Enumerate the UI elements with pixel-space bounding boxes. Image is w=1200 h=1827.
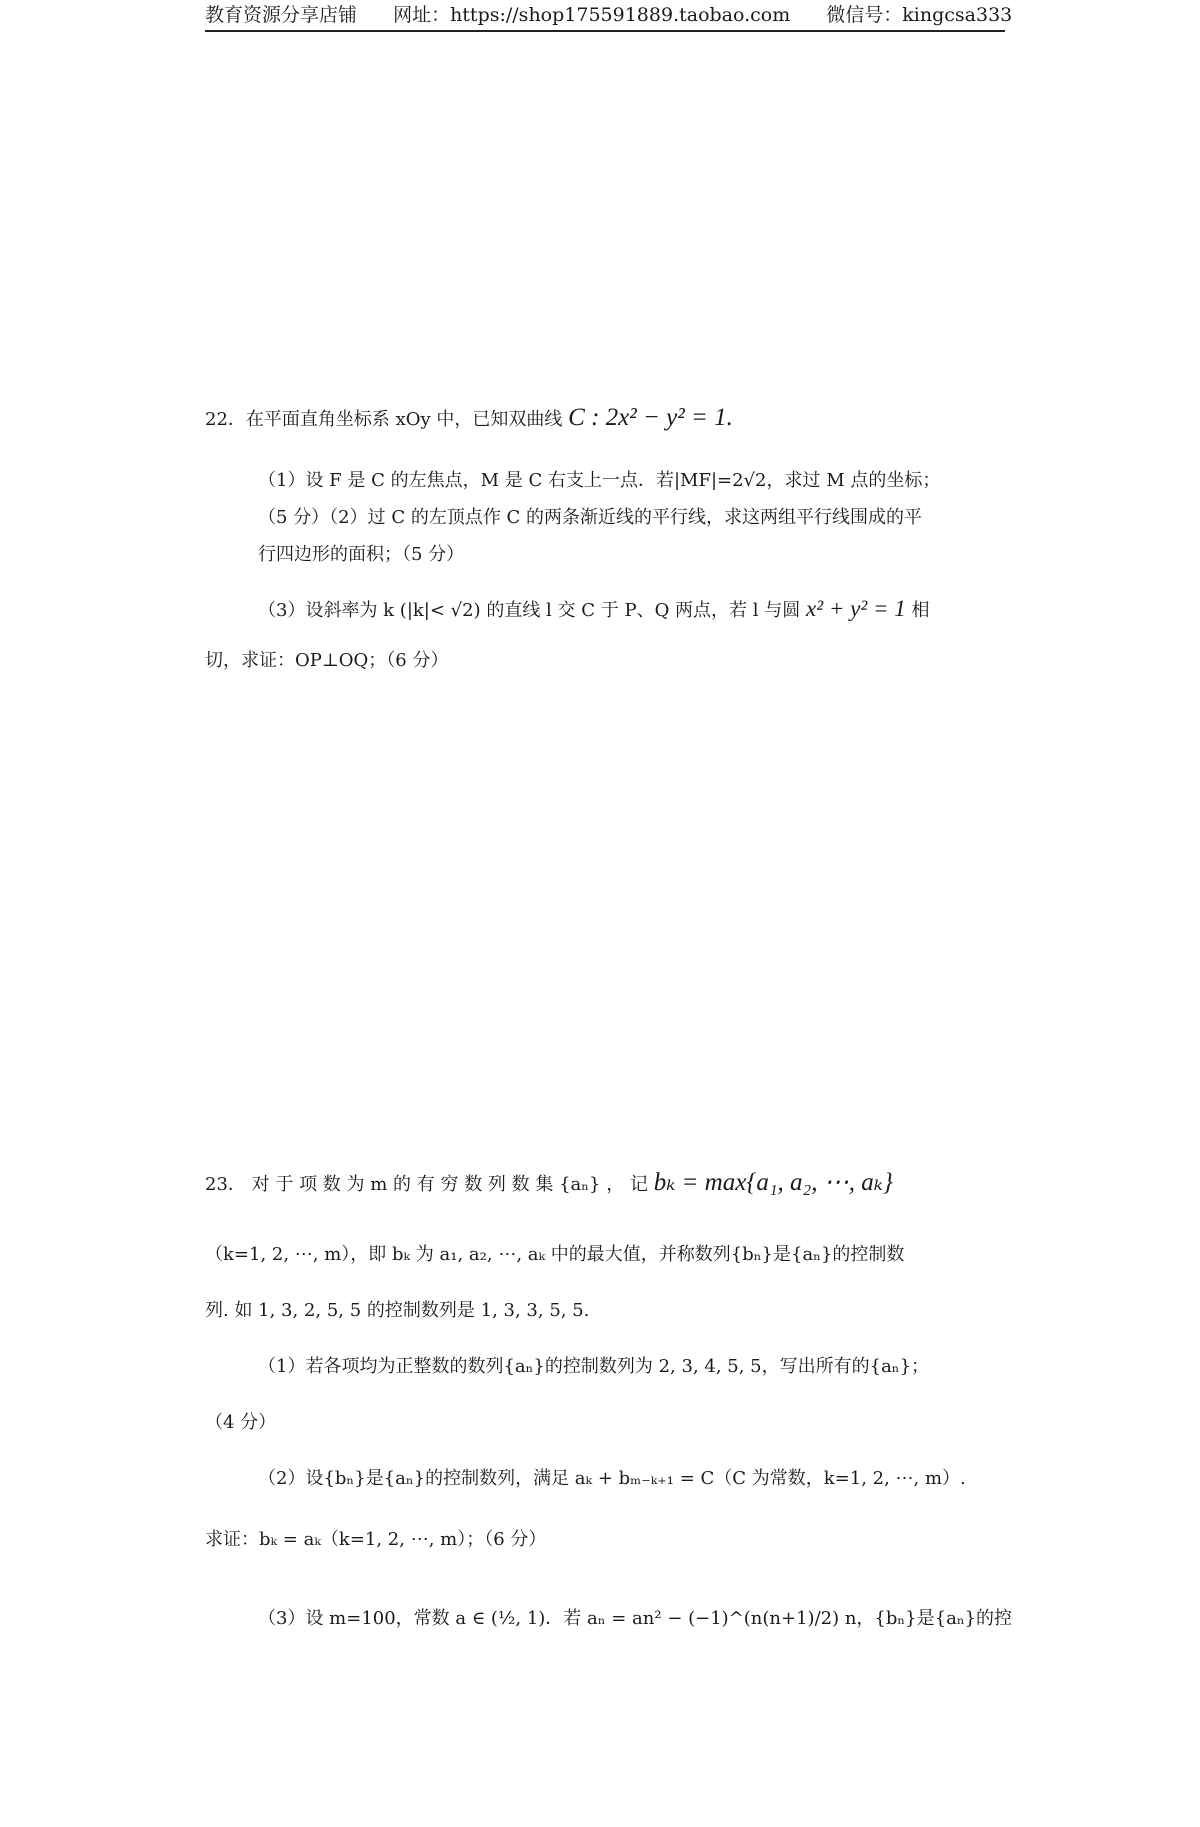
header-divider xyxy=(205,30,1005,32)
control-sequence-formula: bₖ = max{a₁, a₂, ⋯, aₖ} xyxy=(653,1169,893,1196)
problem-23-part2-line2: 求证：bₖ = aₖ（k=1, 2, ⋯, m）；（6 分） xyxy=(205,1529,547,1550)
problem-23-intro-text: 23． 对 于 项 数 为 m 的 有 穷 数 列 数 集 {aₙ} ， 记 xyxy=(205,1174,648,1195)
page-header xyxy=(205,0,1013,30)
shop-name: 教育资源分享店铺 xyxy=(205,4,358,26)
problem-22-part1-line2: （5 分）（2）过 C 的左顶点作 C 的两条渐近线的平行线，求这两组平行线围成的平 xyxy=(258,507,923,528)
problem-23-line2: （k=1, 2, ⋯, m），即 bₖ 为 a₁, a₂, ⋯, aₖ 中的最大值，并称数列{bₙ}是{aₙ}的控制数 xyxy=(205,1244,905,1265)
problem-23-line3: 列. 如 1, 3, 2, 5, 5 的控制数列是 1, 3, 3, 5, 5. xyxy=(205,1300,590,1321)
problem-22-part3-line2: 切，求证：OP⊥OQ；（6 分） xyxy=(205,650,449,671)
problem-22-part3-line1 xyxy=(258,596,929,624)
website-url[interactable]: 网址：https://shop175591889.taobao.com xyxy=(393,4,791,26)
problem-23-part1-line2: （4 分） xyxy=(205,1412,277,1433)
problem-22-intro-text: 22．在平面直角坐标系 xOy 中，已知双曲线 xyxy=(205,409,563,430)
problem-22-part1-line1: （1）设 F 是 C 的左焦点，M 是 C 右支上一点．若|MF|=2√2，求过 M 点的坐标； xyxy=(258,470,941,491)
hyperbola-equation: C : 2x² − y² = 1. xyxy=(568,404,733,431)
problem-22-part2-line3: 行四边形的面积；（5 分） xyxy=(258,544,465,565)
problem-23-part3-line1: （3）设 m=100，常数 a ∈ (½, 1)．若 aₙ = an² − (−1)^(n(n+1)/2) n，{bₙ}是{aₙ}的控 xyxy=(258,1608,1013,1629)
wechat-id: 微信号：kingcsa333 xyxy=(826,4,1013,26)
problem-23-part2-line1: （2）设{bₙ}是{aₙ}的控制数列，满足 aₖ + bₘ₋ₖ₊₁ = C（C 为常数，k=1, 2, ⋯, m）. xyxy=(258,1468,966,1489)
problem-22-part3-suffix: 相 xyxy=(911,600,930,621)
problem-23-part1-line1: （1）若各项均为正整数的数列{aₙ}的控制数列为 2, 3, 4, 5, 5，写出所有的{aₙ}； xyxy=(258,1356,930,1377)
circle-equation: x² + y² = 1 xyxy=(806,596,906,621)
problem-22-intro xyxy=(205,405,733,433)
problem-22-part3-text: （3）设斜率为 k (|k|< √2) 的直线 l 交 C 于 P、Q 两点，若 l 与圆 xyxy=(258,600,801,621)
problem-23-intro xyxy=(205,1170,893,1198)
